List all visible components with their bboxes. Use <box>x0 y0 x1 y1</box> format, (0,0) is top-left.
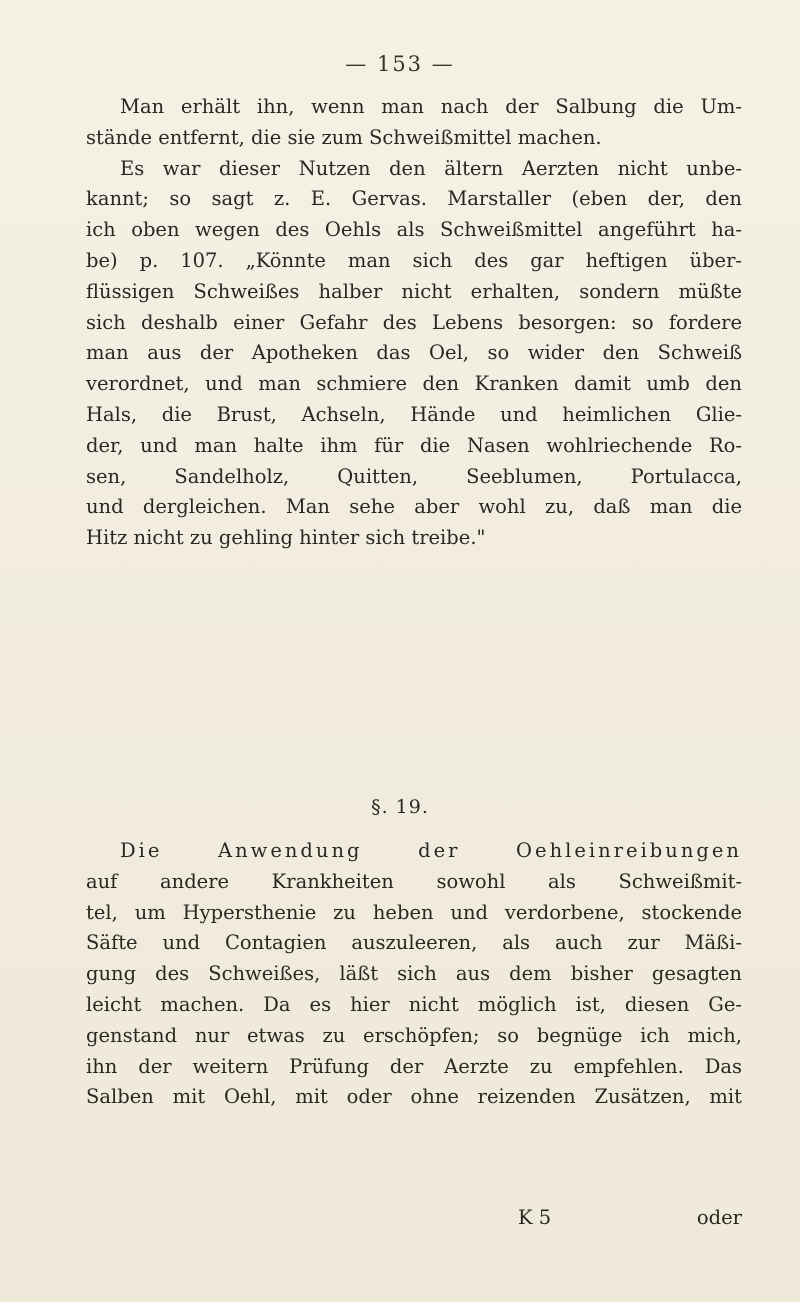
text-line: und dergleichen. Man sehe aber wohl zu, daß man die <box>86 495 742 519</box>
text-line: der, und man halte ihm für die Nasen wohlriechende Ro- <box>86 433 742 457</box>
text-line: Es war dieser Nutzen den ältern Aerzten nicht unbe- <box>120 156 742 180</box>
section-heading: Die Anwendung der Oehleinreibungen <box>120 839 742 862</box>
text-block-top <box>86 92 742 554</box>
text-line: man aus der Apotheken das Oel, so wider den Schweiß <box>86 341 742 365</box>
page-footer <box>86 1206 742 1238</box>
text-line: Man erhält ihn, wenn man nach der Salbung die Um- <box>120 95 742 118</box>
text-line: Hitz nicht zu gehling hinter sich treibe." <box>86 526 486 550</box>
text-line: sen, Sandelholz, Quitten, Seeblumen, Portulacca, <box>86 464 742 488</box>
text-line: ich oben wegen des Oehls als Schweißmittel angeführt ha- <box>86 218 742 242</box>
text-line: auf andere Krankheiten sowohl als Schweißmit- <box>86 869 742 893</box>
catchword: oder <box>696 1206 742 1229</box>
text-line: flüssigen Schweißes halber nicht erhalten, sondern müßte <box>86 279 742 303</box>
text-line: genstand nur etwas zu erschöpfen; so begnüge ich mich, <box>86 1023 742 1047</box>
text-line: gung des Schweißes, läßt sich aus dem bisher gesagten <box>86 962 742 986</box>
text-line: be) p. 107. „Könnte man sich des gar heftigen über- <box>86 248 742 272</box>
text-line: ihn der weitern Prüfung der Aerzte zu empfehlen. Das <box>86 1054 742 1078</box>
signature-mark: K 5 <box>518 1206 552 1229</box>
text-line: Salben mit Oehl, mit oder ohne reizenden Zusätzen, mit <box>86 1085 742 1109</box>
page-number: — 153 — <box>345 52 455 76</box>
text-line: sich deshalb einer Gefahr des Lebens besorgen: so fordere <box>86 310 742 334</box>
text-line: stände entfernt, die sie zum Schweißmittel machen. <box>86 125 602 149</box>
text-line: Hals, die Brust, Achseln, Hände und heimlichen Glie- <box>86 402 742 426</box>
text-block-bottom <box>86 836 742 1113</box>
text-line: leicht machen. Da es hier nicht möglich ist, diesen Ge- <box>86 992 742 1016</box>
text-line: verordnet, und man schmiere den Kranken damit umb den <box>86 372 742 396</box>
text-line: tel, um Hypersthenie zu heben und verdorbene, stockende <box>86 900 742 924</box>
text-line: kannt; so sagt z. E. Gervas. Marstaller (eben der, den <box>86 187 742 211</box>
section-number: §. 19. <box>371 796 429 818</box>
text-line: Säfte und Contagien auszuleeren, als auch zur Mäßi- <box>86 931 742 955</box>
